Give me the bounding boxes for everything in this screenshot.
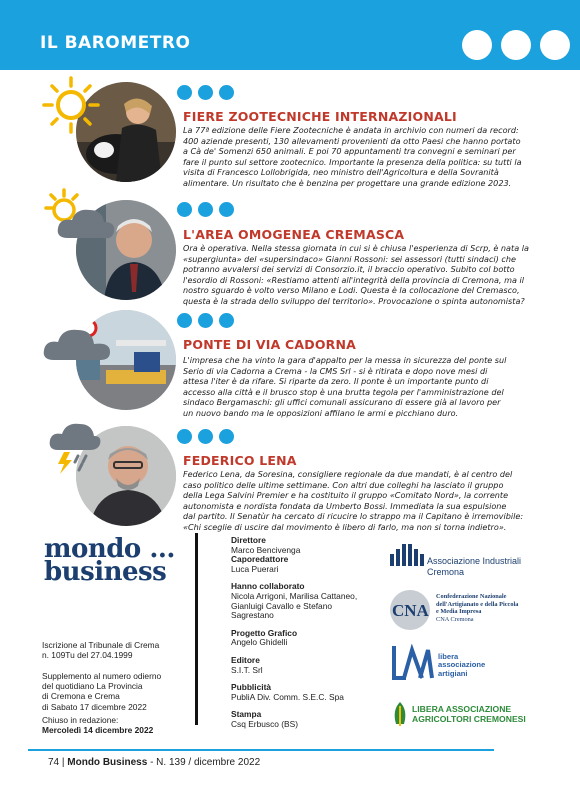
dot-decoration — [219, 85, 234, 100]
dot-decoration — [501, 30, 531, 60]
partner-line: dell'Artigianato e della Piccola — [436, 600, 519, 608]
logo-line: business — [44, 557, 167, 587]
cna-mark: CNA — [392, 601, 429, 620]
body-line: Serio di via Cadorna a Crema - la CMS Srl - si è ritirata e dopo nove mesi di — [183, 365, 488, 376]
body-line: sindaco Bergamaschi: gli uffici comunali assicurano di essere già al lavoro per — [183, 397, 501, 408]
item-dots — [177, 313, 234, 328]
dot-decoration — [540, 30, 570, 60]
credits — [231, 536, 381, 730]
info-line: Iscrizione al Tribunale di Crema — [42, 640, 160, 650]
sun-cloud-icon — [42, 188, 118, 249]
credit-role: Progetto Grafico — [231, 627, 298, 638]
dot-decoration — [177, 429, 192, 444]
item-title: PONTE DI VIA CADORNA — [183, 337, 357, 352]
item-title: FIERE ZOOTECNICHE INTERNAZIONALI — [183, 109, 457, 124]
item-dots — [177, 429, 234, 444]
associazione-industriali-logo — [390, 540, 530, 580]
body-line: un nuovo bando ma le opposizioni affilano le armi e picchiano duro. — [183, 407, 459, 418]
body-line: questa è la strada dello sviluppo del territorio». Provocazione o spinta autonomista? — [183, 295, 525, 306]
partner-line: LIBERA ASSOCIAZIONE — [412, 704, 512, 714]
partner-line: Confederazione Nazionale — [436, 593, 507, 600]
credit-role: Direttore — [231, 535, 266, 545]
partner-line: e Media Impresa — [436, 608, 482, 616]
dot-decoration — [462, 30, 492, 60]
info-line: di Sabato 17 dicembre 2022 — [42, 701, 147, 712]
body-line: alimentare. Un risultato che è benzina per progettare una grande edizione 2023. — [183, 177, 512, 188]
body-line: caso politico delle ultime settimane. Con altri due colleghi ha lasciato il gruppo — [183, 479, 504, 490]
dot-decoration — [219, 202, 234, 217]
mondo-business-logo — [44, 534, 175, 587]
divider — [195, 533, 198, 725]
dot-decoration — [198, 202, 213, 217]
item-title: L'AREA OMOGENEA CREMASCA — [183, 227, 405, 242]
body-line: attesa l'iter è da rifare. Si riparte da zero. Il ponte è un importante punto di — [183, 376, 489, 387]
body-line: L'impresa che ha vinto la gara d'appalto per la messa in sicurezza del ponte sul — [183, 355, 507, 365]
body-line: La 77ª edizione delle Fiere Zootecniche è andata in archivio con numeri da record: — [183, 125, 519, 135]
body-line: Federico Lena, da Soresina, consigliere regionale da due mandati, è al centro del — [183, 469, 513, 479]
body-line: fare il punto sul settore zootecnico. Importante la presenza della politica: su tutti la — [183, 156, 522, 167]
info-line: di Cremona e Crema — [42, 691, 120, 702]
credit-role: Caporedattore — [231, 554, 289, 565]
header-dots — [462, 30, 570, 60]
partner-name: Associazione Industriali — [427, 556, 522, 566]
body-line: potranno avvalersi dei servizi di Consorzio.it, il braccio operativo. Subito col botto — [183, 264, 515, 275]
info-line: Mercoledì 14 dicembre 2022 — [42, 725, 154, 736]
cna-logo — [390, 590, 530, 630]
partner-line: artigiani — [438, 668, 468, 678]
item-body — [183, 243, 538, 307]
body-line: della Lega Salvini Premier e ha costituito il gruppo «Comitato Nord», la corrente — [183, 490, 509, 501]
credit-role: Stampa — [231, 709, 262, 720]
partner-line: CNA Cremona — [436, 615, 474, 623]
item-body — [183, 469, 538, 533]
cloud-icon — [40, 322, 114, 367]
credit-name: Nicola Arrigoni, Marilisa Cattaneo, — [231, 590, 358, 601]
dot-decoration — [177, 85, 192, 100]
credit-role: Editore — [231, 654, 260, 665]
credit-name: PubliA Div. Comm. S.E.C. Spa — [231, 691, 344, 702]
credit-name: Sagrestano — [231, 610, 274, 621]
body-line: «Chi sceglie di uscire dal movimento è libero di farlo, ma non si torna indietro». — [183, 521, 507, 532]
body-line: autonomista e nordista fondata da Umberto Bossi. Immediata la sua espulsione — [183, 500, 507, 511]
partner-city: Cremona — [427, 567, 465, 577]
body-line: a Cà de' Somenzi 650 animali. E poi 70 appuntamenti tra convegni e seminari per — [183, 146, 516, 157]
credit-name: Gianluigi Cavallo e Stefano — [231, 600, 333, 611]
closing-info — [42, 715, 153, 735]
info-line: n. 109Tu del 27.04.1999 — [42, 650, 133, 661]
info-line: Supplemento al numero odierno — [42, 671, 162, 681]
logo-line: mondo ... — [44, 534, 175, 564]
body-line: l'esordio di Rossoni: «Restiamo attenti all'integrità della provincia di Cremona, ma il — [183, 274, 524, 285]
supplement-info — [42, 671, 161, 712]
credit-name: Marco Bencivenga — [231, 544, 301, 555]
partner-line: AGRICOLTORI CREMONESI — [412, 713, 526, 724]
dot-decoration — [219, 429, 234, 444]
body-line: Ora è operativa. Nella stessa giornata in cui si è chiusa l'esperienza di Scrp, è nata la — [183, 243, 529, 253]
info-line: Chiuso in redazione: — [42, 715, 119, 725]
credit-role: Pubblicità — [231, 682, 272, 693]
body-line: 400 aziende presenti, 130 allevamenti provenienti da otto Paesi che hanno portato — [183, 135, 521, 146]
dot-decoration — [177, 202, 192, 217]
dot-decoration — [219, 313, 234, 328]
item-body — [183, 355, 538, 419]
dot-decoration — [198, 85, 213, 100]
credit-name: Csq Erbusco (BS) — [231, 718, 299, 729]
page-number: 74 — [48, 757, 60, 768]
dot-decoration — [198, 313, 213, 328]
storm-icon — [46, 418, 102, 479]
credit-name: Luca Puerari — [231, 563, 279, 574]
credit-name: Angelo Ghidelli — [231, 637, 288, 648]
registration-info — [42, 640, 159, 660]
partner-line: associazione — [438, 660, 486, 670]
body-line: nostro sguardo è volto verso Milano e Lodi. Questa è la collocazione del Cremasco, — [183, 285, 520, 296]
libera-associazione-artigiani-logo — [390, 644, 530, 684]
info-line: del quotidiano La Provincia — [42, 681, 143, 692]
issue-info: - N. 139 / dicembre 2022 — [150, 757, 261, 768]
footer-rule — [28, 749, 494, 751]
item-dots — [177, 85, 234, 100]
body-line: «supergiunta» del «supersindaco» Gianni Rossoni: sei assessori (tutti sindaci) che — [183, 253, 516, 264]
dot-decoration — [198, 429, 213, 444]
item-body — [183, 125, 538, 189]
page-header — [0, 0, 580, 70]
publication-name: Mondo Business — [67, 757, 148, 768]
section-title: IL BAROMETRO — [40, 33, 191, 53]
body-line: dal partito. Il Senatùr ha cercato di ricucire lo strappo ma il Capitano è irremovibile: — [183, 511, 524, 522]
credit-name: S.I.T. Srl — [231, 664, 263, 675]
credit-role: Hanno collaborato — [231, 581, 305, 592]
dot-decoration — [177, 313, 192, 328]
sun-icon — [42, 76, 100, 139]
page-footer: 74 | Mondo Business - N. 139 / dicembre 2022 — [48, 757, 261, 768]
libera-associazione-agricoltori-logo — [390, 700, 540, 730]
body-line: visita di Francesco Lollobrigida, neo ministro dell'Agricoltura e della Sovranità — [183, 167, 499, 178]
item-title: FEDERICO LENA — [183, 453, 297, 468]
partner-line: libera — [438, 652, 459, 661]
body-line: accesso alla città e il brusco stop è una brutta tegola per l'amministrazione del — [183, 386, 504, 397]
item-dots — [177, 202, 234, 217]
